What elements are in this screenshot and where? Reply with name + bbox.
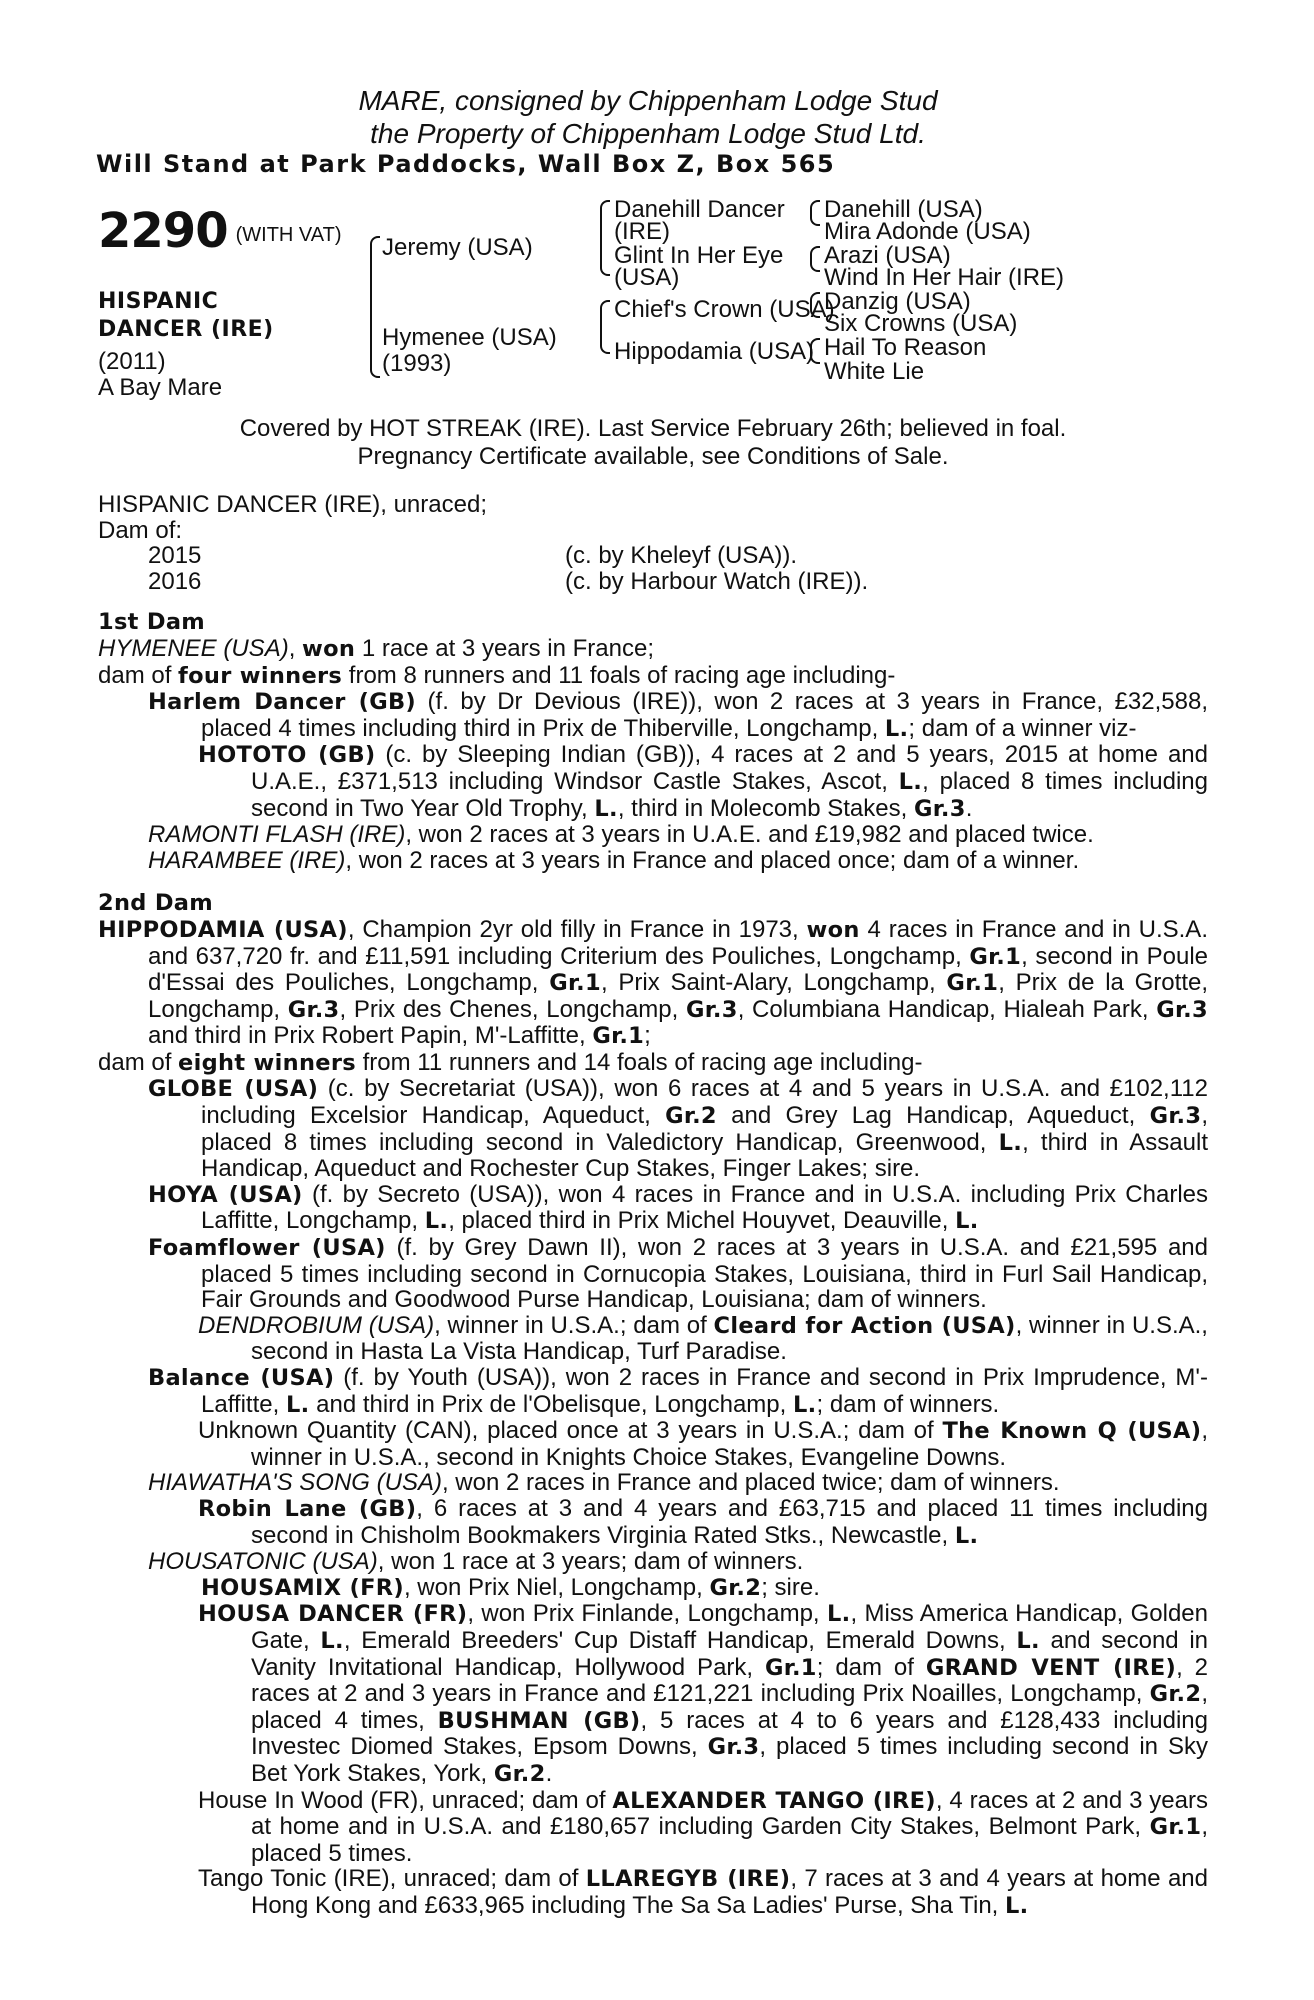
- text-run: DENDROBIUM (USA): [198, 1311, 435, 1339]
- produce-robin-lane: [98, 1496, 1208, 1549]
- bracket-ds: [810, 292, 820, 318]
- text-run: 4 races in France and in U.S.A. and 637,720 fr. and £11,591 including Criterium des Pouliches, Longchamp,: [148, 915, 1208, 970]
- dam-year: (1993): [382, 350, 452, 377]
- text-run: and third in Prix Robert Papin, M'-Laffitte,: [148, 1022, 593, 1050]
- sire-dam-line-1: Glint In Her Eye: [614, 242, 784, 269]
- text-run: Balance (USA): [148, 1365, 335, 1391]
- stand-location: Will Stand at Park Paddocks, Wall Box Z, Box 565: [96, 150, 836, 178]
- text-run: four winners: [178, 662, 343, 689]
- text-run: , placed 8 times including second in Two Year Old Trophy,: [251, 767, 1208, 822]
- text-run: , third in Assault Handicap, Aqueduct and Rochester Cup Stakes, Finger Lakes; sire.: [201, 1128, 1209, 1183]
- lot-number: 2290: [98, 203, 228, 259]
- produce-row: [98, 569, 1208, 595]
- text-run: L.: [955, 1208, 979, 1235]
- text-run: L.: [424, 1208, 449, 1235]
- text-run: L.: [884, 715, 909, 742]
- text-run: , placed 8 times including second in Valedictory Handicap, Greenwood,: [201, 1102, 1209, 1156]
- first-dam-produce-summary: [98, 663, 1208, 690]
- sire: Jeremy (USA): [382, 234, 533, 261]
- text-run: ; dam of: [816, 1653, 926, 1681]
- text-run: , winner in U.S.A.; dam of: [434, 1311, 714, 1339]
- text-run: GLOBE (USA): [148, 1076, 319, 1103]
- text-run: , winner in U.S.A., second in Hasta La Vista Handicap, Turf Paradise.: [251, 1311, 1208, 1366]
- sire-dam-dam: Wind In Her Hair (IRE): [824, 264, 1065, 291]
- text-run: dam of: [98, 1048, 179, 1076]
- consignor-line-2: the Property of Chippenham Lodge Stud Ltd.: [370, 118, 926, 149]
- second-dam-produce-summary: [98, 1050, 1208, 1077]
- produce-house-in-wood: [98, 1788, 1208, 1867]
- text-run: (f. by Secreto (USA)), won 4 races in France and in U.S.A. including Prix Charles Laffitte, Longchamp,: [201, 1180, 1208, 1235]
- text-run: , 4 races at 2 and 3 years at home and in U.S.A. and £180,657 including Garden City Stakes, Belmont Park,: [251, 1786, 1208, 1841]
- text-run: HIPPODAMIA (USA): [98, 916, 348, 943]
- produce-harlem-dancer: [98, 689, 1208, 742]
- text-run: , 5 races at 4 to 6 years and £128,433 including Investec Diomed Stakes, Epsom Downs,: [251, 1706, 1208, 1761]
- produce-row: [98, 543, 1208, 569]
- text-run: Robin Lane (GB): [198, 1495, 417, 1522]
- sire-sire-sire: Danehill (USA): [824, 196, 983, 223]
- produce-tango-tonic: [98, 1866, 1208, 1919]
- text-run: , won 2 races in France and placed twice; dam of winners.: [441, 1469, 1060, 1497]
- dam-dam-sire: Hail To Reason: [824, 334, 987, 361]
- text-run: ; dam of a winner viz-: [908, 714, 1137, 742]
- text-run: L.: [998, 1129, 1023, 1156]
- sire-sire-dam: Mira Adonde (USA): [824, 218, 1031, 245]
- text-run: , 7 races at 3 and 4 years at home and Hong Kong and £633,965 including The Sa Sa Ladies' Purse, Sha Tin,: [251, 1865, 1208, 1919]
- text-run: ,: [288, 634, 303, 662]
- produce-hoya: [98, 1182, 1208, 1235]
- text-run: L.: [792, 1391, 817, 1418]
- text-run: , won Prix Niel, Longchamp,: [403, 1573, 710, 1601]
- produce-hototo: [98, 742, 1208, 822]
- text-run: Gr.3: [685, 996, 738, 1023]
- catalogue-page: [98, 84, 1208, 1919]
- text-run: The Known Q (USA): [942, 1418, 1202, 1445]
- text-run: HYMENEE (USA): [98, 634, 289, 662]
- text-run: Harlem Dancer (GB): [148, 689, 417, 716]
- covered-line-2: Pregnancy Certificate available, see Conditions of Sale.: [357, 443, 949, 470]
- text-run: GRAND VENT (IRE): [925, 1654, 1177, 1681]
- sire-sire-line-1: Danehill Dancer: [614, 196, 785, 223]
- text-run: , won 2 races at 3 years in U.A.E. and £19,982 and placed twice.: [405, 821, 1094, 849]
- text-run: L.: [1005, 1892, 1029, 1919]
- text-run: L.: [826, 1601, 851, 1628]
- second-dam-heading: 2nd Dam: [98, 890, 214, 917]
- dam-of-label: Dam of:: [98, 516, 183, 544]
- text-run: Gr.3: [1156, 996, 1208, 1023]
- text-run: HOTOTO (GB): [198, 742, 376, 769]
- bracket-ss: [810, 200, 820, 226]
- text-run: (c. by Sleeping Indian (GB)), 4 races at 2 and 5 years, 2015 at home and U.A.E., £371,513 including Windsor Castle Stakes, Ascot,: [251, 741, 1208, 795]
- text-run: Gr.1: [969, 943, 1022, 970]
- text-run: HOUSAMIX (FR): [201, 1574, 404, 1601]
- text-run: , Champion 2yr old filly in France in 1973,: [347, 915, 807, 943]
- text-run: and Grey Lag Handicap, Aqueduct,: [716, 1102, 1150, 1130]
- consignor-line-1: MARE, consigned by Chippenham Lodge Stud: [358, 85, 938, 116]
- text-run: Gr.1: [1149, 1814, 1202, 1841]
- text-run: Gr.3: [913, 795, 966, 822]
- text-run: Gr.1: [549, 970, 601, 997]
- produce-record: [98, 492, 1208, 1919]
- text-run: ; sire.: [761, 1573, 820, 1601]
- text-run: HOUSA DANCER (FR): [198, 1601, 468, 1628]
- text-run: RAMONTI FLASH (IRE): [148, 821, 406, 849]
- produce-hiawathas-song: [98, 1470, 1208, 1496]
- produce-globe: [98, 1076, 1208, 1181]
- text-run: Gr.3: [707, 1734, 760, 1761]
- pedigree-block: [98, 196, 1208, 414]
- text-run: House In Wood (FR), unraced; dam of: [198, 1786, 613, 1814]
- text-run: Gr.2: [665, 1103, 717, 1130]
- text-run: L.: [954, 1522, 979, 1549]
- text-run: , Prix des Chenes, Longchamp,: [339, 995, 686, 1023]
- produce-dendrobium: [98, 1313, 1208, 1365]
- text-run: , second in Poule d'Essai des Pouliches, Longchamp,: [148, 942, 1209, 997]
- sire-sire-line-2: (IRE): [614, 218, 670, 245]
- text-run: Cleard for Action (USA): [713, 1312, 1016, 1339]
- dam-dam: Hippodamia (USA): [614, 338, 815, 365]
- text-run: from 8 runners and 11 foals of racing age including-: [342, 661, 896, 689]
- horse-name: [98, 288, 274, 344]
- lot-number-row: [98, 203, 342, 259]
- text-run: and second in Vanity Invitational Handicap, Hollywood Park,: [251, 1626, 1208, 1681]
- text-run: , won Prix Finlande, Longchamp,: [467, 1600, 827, 1628]
- text-run: , placed 5 times including second in Sky Bet York Stakes, York,: [251, 1733, 1208, 1787]
- text-run: Gr.2: [1149, 1681, 1202, 1708]
- text-run: eight winners: [178, 1049, 356, 1076]
- text-run: LLAREGYB (IRE): [585, 1866, 791, 1893]
- text-run: L.: [285, 1391, 310, 1418]
- mare-status: HISPANIC DANCER (IRE), unraced;: [98, 491, 487, 518]
- text-run: L.: [594, 795, 618, 822]
- horse-description: A Bay Mare: [98, 374, 223, 401]
- second-dam-entry: [98, 917, 1208, 1050]
- text-run: Gr.1: [946, 970, 999, 997]
- dam-sire: Chief's Crown (USA): [614, 296, 835, 323]
- first-dam-entry: [98, 636, 1208, 663]
- text-run: .: [965, 794, 973, 822]
- text-run: and third in Prix de l'Obelisque, Longchamp,: [309, 1390, 793, 1418]
- dam-dam-dam: White Lie: [824, 358, 925, 385]
- produce-foamflower: [98, 1235, 1208, 1313]
- text-run: , Prix Saint-Alary, Longchamp,: [600, 969, 947, 997]
- text-run: Unknown Quantity (CAN), placed once at 3 years in U.S.A.; dam of: [198, 1417, 943, 1445]
- dam-sire-sire: Danzig (USA): [824, 288, 971, 315]
- text-run: , placed third in Prix Michel Houyvet, Deauville,: [448, 1207, 956, 1235]
- text-run: (f. by Youth (USA)), won 2 races in France and second in Prix Imprudence, M'-Laffitte,: [201, 1364, 1208, 1418]
- text-run: Foamflower (USA): [148, 1235, 386, 1262]
- text-run: , placed 4 times,: [251, 1680, 1208, 1734]
- bracket-sd: [810, 246, 820, 272]
- text-run: HARAMBEE (IRE): [148, 846, 346, 874]
- horse-name-line-1: HISPANIC: [98, 289, 219, 314]
- produce-housamix: [98, 1575, 1208, 1602]
- text-run: (c. by Secretariat (USA)), won 6 races at 4 and 5 years in U.S.A. and £102,112 including Excelsior Handicap, Aqueduct,: [201, 1075, 1208, 1130]
- bracket-dd: [810, 338, 820, 364]
- text-run: Gr.1: [592, 1023, 645, 1050]
- text-run: , Columbiana Handicap, Hialeah Park,: [737, 995, 1157, 1023]
- bracket-dam: [600, 300, 610, 354]
- covered-line-1: Covered by HOT STREAK (IRE). Last Service February 26th; believed in foal.: [239, 415, 1067, 442]
- dam-sire-dam: Six Crowns (USA): [824, 310, 1018, 337]
- produce-unknown-quantity: [98, 1418, 1208, 1470]
- text-run: BUSHMAN (GB): [437, 1707, 641, 1734]
- text-run: , Prix de la Grotte, Longchamp,: [148, 969, 1208, 1023]
- vat-note: (WITH VAT): [235, 224, 342, 246]
- text-run: ;: [644, 1022, 651, 1050]
- text-run: L.: [1016, 1627, 1040, 1654]
- sire-dam-line-2: (USA): [614, 264, 680, 291]
- text-run: ; dam of winners.: [816, 1390, 1000, 1418]
- produce-housatonic: [98, 1549, 1208, 1575]
- text-run: L.: [320, 1627, 344, 1654]
- text-run: Gr.3: [1149, 1103, 1202, 1130]
- text-run: , won 1 race at 3 years; dam of winners.: [377, 1548, 804, 1576]
- text-run: Gr.2: [493, 1760, 546, 1787]
- text-run: , 2 races at 2 and 3 years in France and £121,221 including Prix Noailles, Longchamp,: [251, 1653, 1208, 1708]
- text-run: , third in Molecomb Stakes,: [617, 794, 914, 822]
- produce-year: 2016: [148, 567, 202, 595]
- produce-year: 2015: [148, 542, 202, 570]
- text-run: Gr.1: [764, 1654, 817, 1681]
- text-run: won: [806, 916, 860, 943]
- dam: Hymenee (USA): [382, 324, 557, 351]
- text-run: won: [302, 635, 356, 662]
- text-run: , winner in U.S.A., second in Knights Choice Stakes, Evangeline Downs.: [251, 1417, 1208, 1471]
- produce-text: (c. by Harbour Watch (IRE)).: [565, 567, 869, 595]
- horse-name-line-2: DANCER (IRE): [98, 317, 274, 342]
- bracket-gen1: [370, 236, 380, 378]
- text-run: 1 race at 3 years in France;: [355, 634, 655, 662]
- text-run: Tango Tonic (IRE), unraced; dam of: [198, 1865, 586, 1893]
- text-run: dam of: [98, 661, 179, 689]
- text-run: ALEXANDER TANGO (IRE): [612, 1787, 936, 1814]
- text-run: L.: [898, 768, 923, 795]
- text-run: , Emerald Breeders' Cup Distaff Handicap, Emerald Downs,: [343, 1626, 1017, 1654]
- text-run: HOUSATONIC (USA): [148, 1548, 378, 1576]
- text-run: , Miss America Handicap, Golden Gate,: [251, 1600, 1208, 1654]
- text-run: (f. by Grey Dawn II), won 2 races at 3 years in U.S.A. and £21,595 and placed 5 times including second in Cornucopia Stakes, Louisiana, third in Furl Sail Handicap, Fair Grounds and Goodwood Purse Handicap, Louisiana; dam of winners.: [201, 1234, 1208, 1314]
- produce-housa-dancer: [98, 1601, 1208, 1787]
- sire-dam-sire: Arazi (USA): [824, 242, 951, 269]
- text-run: from 11 runners and 14 foals of racing age including-: [355, 1048, 923, 1076]
- text-run: HIAWATHA'S SONG (USA): [148, 1469, 442, 1497]
- produce-text: (c. by Kheleyf (USA)).: [565, 542, 798, 570]
- text-run: , 6 races at 3 and 4 years and £63,715 and placed 11 times including second in Chisholm Bookmakers Virginia Rated Stks., Newcastle,: [251, 1494, 1208, 1549]
- text-run: Gr.2: [709, 1574, 762, 1601]
- text-run: , won 2 races at 3 years in France and placed once; dam of a winner.: [345, 846, 1080, 874]
- produce-harambee: [98, 848, 1208, 874]
- text-run: HOYA (USA): [148, 1181, 303, 1208]
- produce-ramonti-flash: [98, 822, 1208, 848]
- text-run: (f. by Dr Devious (IRE)), won 2 races at 3 years in France, £32,588, placed 4 times including third in Prix de Thiberville, Longchamp,: [201, 688, 1208, 742]
- text-run: Gr.3: [287, 996, 340, 1023]
- text-run: , placed 5 times.: [251, 1813, 1208, 1867]
- bracket-sire: [600, 200, 610, 276]
- foaling-year: (2011): [98, 348, 166, 375]
- produce-balance: [98, 1365, 1208, 1418]
- first-dam-heading: 1st Dam: [98, 609, 206, 636]
- text-run: .: [545, 1759, 553, 1787]
